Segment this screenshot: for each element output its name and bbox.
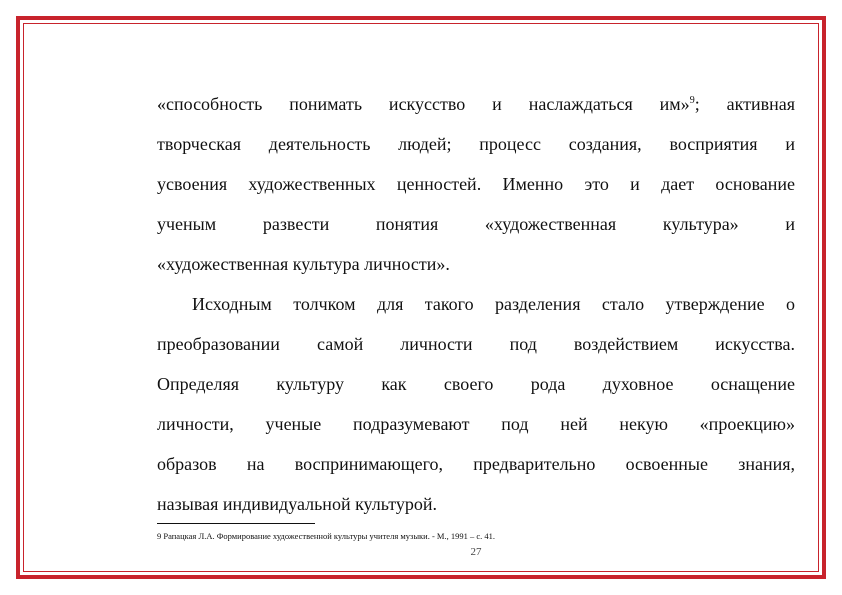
- paragraph-1: [157, 84, 795, 284]
- footnote: [157, 530, 495, 542]
- text-line: ученым развести понятия «художественная культура» и: [157, 214, 795, 234]
- main-text: [157, 84, 795, 524]
- text-line: образов на воспринимающего, предварительно освоенные знания,: [157, 454, 795, 474]
- footnote-number: 9: [157, 531, 162, 541]
- text-line: Определяя культуру как своего рода духовное оснащение: [157, 374, 795, 394]
- text-line: называя индивидуальной культурой.: [157, 494, 438, 514]
- footnote-text: Рапацкая Л.А. Формирование художественной культуры учителя музыки. - М., 1991 – с. 41.: [161, 531, 496, 541]
- footnote-separator: [157, 523, 315, 524]
- paragraph-2: [157, 284, 795, 524]
- text-line: личности, ученые подразумевают под ней некую «проекцию»: [157, 414, 795, 434]
- text-line: «художественная культура личности».: [157, 254, 450, 274]
- footnote-reference[interactable]: 9: [689, 95, 695, 106]
- text-line: творческая деятельность людей; процесс создания, восприятия и: [157, 134, 795, 154]
- text-line: [157, 84, 795, 124]
- text-segment: «способность понимать искусство и наслаждаться им»: [157, 94, 690, 114]
- text-segment: ; активная: [694, 94, 795, 114]
- text-line: усвоения художественных ценностей. Именно это и дает основание: [157, 174, 795, 194]
- text-line: Исходным толчком для такого разделения стало утверждение о: [192, 294, 795, 314]
- page-number: 27: [470, 546, 482, 558]
- text-line: преобразовании самой личности под воздействием искусства.: [157, 334, 795, 354]
